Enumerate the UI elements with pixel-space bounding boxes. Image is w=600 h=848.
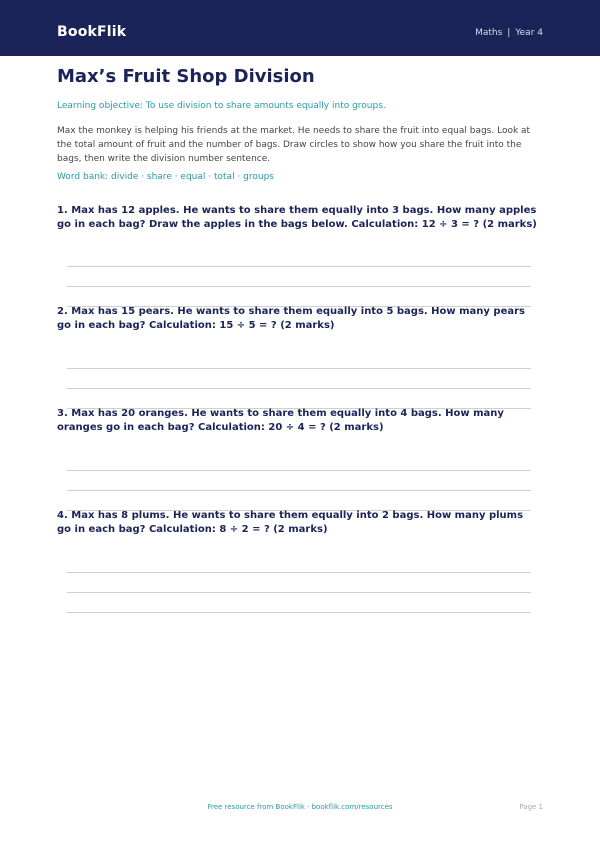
word-bank: Word bank: divide · share · equal · total · groups bbox=[57, 172, 274, 182]
intro-text: Max the monkey is helping his friends at the market. He needs to share the fruit into equal bags. Look at the total amount of fruit and the number of bags. Draw circles to show how you share the fruit into the bags, then write the division number sentence. bbox=[57, 126, 531, 164]
worksheet-title: Max’s Fruit Shop Division bbox=[57, 66, 315, 87]
page-number: Page 1 bbox=[519, 803, 543, 811]
learning-objective: Learning objective: To use division to share amounts equally into groups. bbox=[57, 101, 386, 111]
subject-meta bbox=[475, 28, 543, 38]
answer-line[interactable] bbox=[67, 490, 531, 491]
brand-logo: BookFlik bbox=[57, 24, 127, 40]
subject-label: Maths bbox=[475, 28, 503, 38]
answer-line[interactable] bbox=[67, 592, 531, 593]
answer-line[interactable] bbox=[67, 266, 531, 267]
answer-line[interactable] bbox=[67, 388, 531, 389]
meta-separator: | bbox=[507, 28, 511, 38]
answer-line[interactable] bbox=[67, 368, 531, 369]
page-header bbox=[0, 0, 600, 56]
answer-line[interactable] bbox=[67, 572, 531, 573]
question-1: 1. Max has 12 apples. He wants to share them equally into 3 bags. How many apples go in each bag? Draw the apples in the bags below. Calculation: 12 ÷ 3 = ? (2 marks) bbox=[57, 205, 537, 230]
answer-line[interactable] bbox=[67, 470, 531, 471]
answer-line[interactable] bbox=[67, 612, 531, 613]
question-3: 3. Max has 20 oranges. He wants to share them equally into 4 bags. How many oranges go in each bag? Calculation: 20 ÷ 4 = ? (2 marks) bbox=[57, 408, 504, 433]
question-4: 4. Max has 8 plums. He wants to share them equally into 2 bags. How many plums go in each bag? Calculation: 8 ÷ 2 = ? (2 marks) bbox=[57, 510, 524, 535]
year-label: Year 4 bbox=[515, 28, 543, 38]
question-2: 2. Max has 15 pears. He wants to share them equally into 5 bags. How many pears go in each bag? Calculation: 15 ÷ 5 = ? (2 marks) bbox=[57, 306, 525, 331]
footer-resource-link[interactable]: Free resource from BookFlik · bookflik.com/resources bbox=[207, 803, 393, 811]
answer-line[interactable] bbox=[67, 286, 531, 287]
